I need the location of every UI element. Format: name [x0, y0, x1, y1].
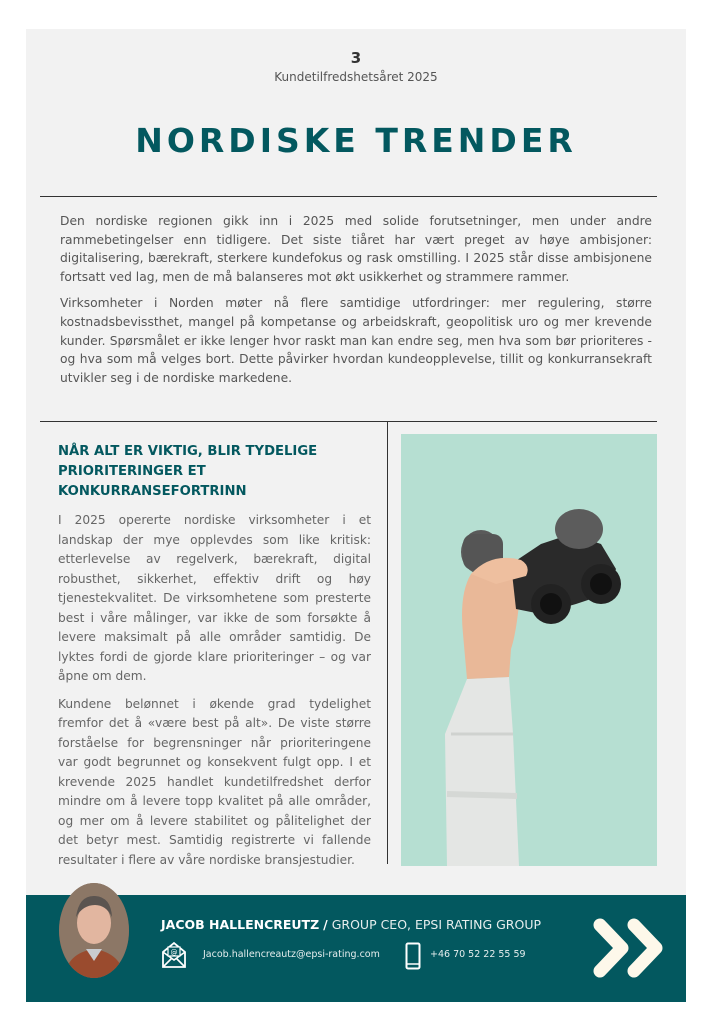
- intro-paragraph: Virksomheter i Norden møter nå flere samtidige utfordringer: mer regulering, større kostnadsbevissthet, mangel på kompetanse og arbeidskraft, geopolitisk uro og mer krevende kunder. Spørsmålet er ikke lenger hvor raskt man kan endre seg, men hva som bør prioriteres - og hva som må velges bort. Dette påvirker hvordan kundeopplevelse, tillit og konkurransekraft utvikler seg i de nordiske markedene.: [60, 296, 652, 385]
- section-paragraph: Kundene belønnet i økende grad tydelighet fremfor det å «være best på alt». De viste større forståelse for begrensninger når prioriteringene var godt begrunnet og konsekvent fulgt opp. I et krevende 2025 handlet kundetilfredshet derfor mindre om å levere topp kvalitet på alle områder, og mer om å levere stabilitet og pålitelighet der det betyr mest. Samtidig registrerte vi fallende resultater i flere av våre nordiske bransjestudier.: [58, 696, 371, 867]
- page-number: 3: [350, 49, 362, 67]
- binoculars-photo: [401, 434, 657, 866]
- intro-paragraph: Den nordiske regionen gikk inn i 2025 med solide forutsetninger, men under andre rammebetingelser enn tidligere. Det siste tiåret har vært preget av høye ambisjoner: digitalisering, bærekraft, sterkere kundefokus og rask omstilling. I 2025 står disse ambisjonene fortsatt ved lag, men de må balanseres mot økt usikkerhet og strammere rammer.: [60, 214, 652, 284]
- section-body: [58, 511, 371, 878]
- svg-text:@: @: [170, 948, 178, 957]
- author-portrait: [59, 883, 129, 978]
- author-footer: [26, 895, 686, 1002]
- section-paragraph: I 2025 opererte nordiske virksomheter i et landskap der mye opplevdes som like kritisk: etterlevelse av regelverk, bærekraft, digital robusthet, sikkerhet, effektiv drift og høy tjenestekvalitet. De virksomhetene som presterte best i våre målinger, var ikke de som forsøkte å levere maksimalt på alle områder samtidig. De lyktes fordi de gjorde klare prioriteringer – og var åpne om dem.: [58, 513, 371, 683]
- title-divider: [40, 196, 657, 197]
- author-role: GROUP CEO, EPSI RATING GROUP: [331, 917, 542, 932]
- mobile-phone-icon: [405, 942, 421, 970]
- author-name-line: [161, 917, 541, 932]
- intro-text: [60, 212, 652, 395]
- name-separator: /: [323, 917, 328, 932]
- page-title: NORDISKE TRENDER: [135, 121, 577, 160]
- envelope-at-icon: [161, 941, 187, 969]
- page: [26, 29, 686, 1002]
- author-email-link[interactable]: Jacob.hallencreautz@epsi-rating.com: [203, 949, 380, 960]
- double-chevron-right-icon[interactable]: [592, 917, 670, 979]
- author-phone: +46 70 52 22 55 59: [430, 949, 526, 960]
- section-divider: [40, 421, 657, 422]
- author-name: JACOB HALLENCREUTZ: [161, 917, 320, 932]
- section-heading: NÅR ALT ER VIKTIG, BLIR TYDELIGE PRIORITERINGER ET KONKURRANSEFORTRINN: [58, 444, 318, 499]
- author-avatar: [59, 883, 129, 978]
- column-divider: [387, 422, 388, 864]
- hand-binoculars-illustration: [401, 434, 657, 866]
- page-subtitle: Kundetilfredshetsåret 2025: [274, 70, 438, 84]
